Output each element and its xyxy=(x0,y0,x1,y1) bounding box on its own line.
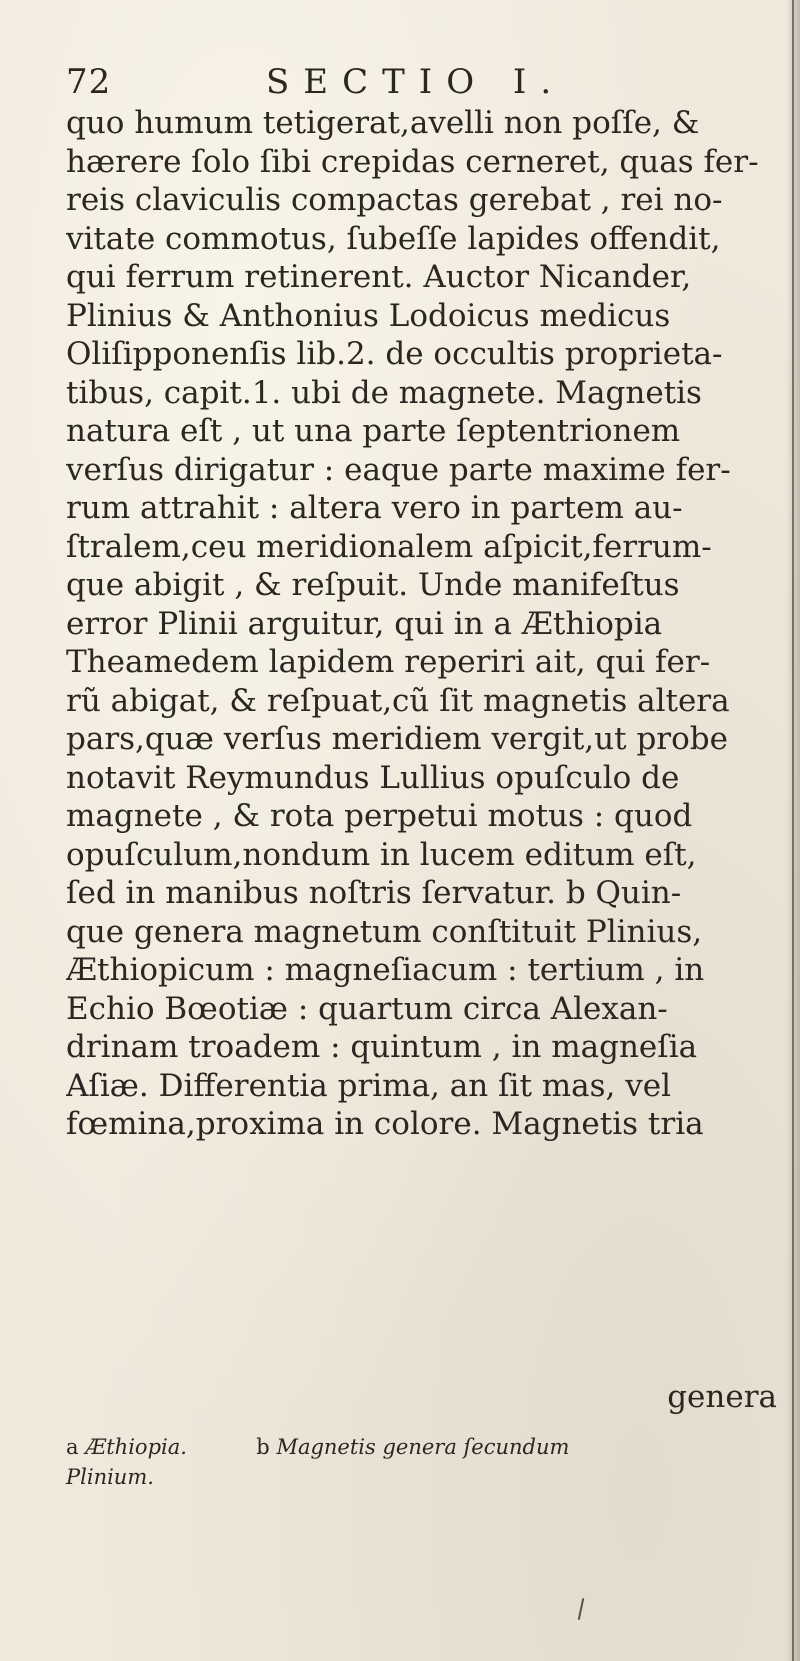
text-line: notavit Reymundus Lullius opuſculo de xyxy=(66,759,680,796)
text-line: fœmina,proxima in colore. Magnetis tria xyxy=(66,1106,704,1142)
note-a-text: Æthiopia. xyxy=(85,1435,187,1459)
text-line: ſed in manibus noſtris ſervatur. b Quin- xyxy=(66,875,682,911)
text-line: natura eſt , ut una parte ſeptentrionem xyxy=(66,413,681,449)
page-gutter-line xyxy=(792,0,794,1661)
text-line: verſus dirigatur : eaque parte maxime fer- xyxy=(66,451,731,488)
text-line: ſtralem,ceu meridionalem aſpicit,ferrum- xyxy=(66,528,712,565)
note-line xyxy=(66,1462,776,1492)
text-line: magnete , & rota perpetui motus : quod xyxy=(66,798,693,834)
text-line: rũ abigat, & reſpuat,cũ ſit magnetis altera xyxy=(66,682,730,719)
text-line: Æthiopicum : magneſiacum : tertium , in xyxy=(66,952,705,988)
text-line: Plinius & Anthonius Lodoicus medicus xyxy=(66,297,671,334)
catchword: genera xyxy=(667,1379,777,1415)
text-line: vitate commotus, ſubeſſe lapides offendit, xyxy=(66,220,721,257)
text-line: Echio Bœotiæ : quartum circa Alexan- xyxy=(66,990,668,1027)
page-number: 72 xyxy=(66,62,112,102)
text-line: pars,quæ verſus meridiem vergit,ut probe xyxy=(66,721,728,757)
text-line: quo humum tetigerat,avelli non poſſe, & xyxy=(66,105,700,141)
text-line: tibus, capit.1. ubi de magnete. Magnetis xyxy=(66,374,702,411)
page-header xyxy=(66,60,766,104)
ink-mark xyxy=(578,1598,585,1620)
note-a-marker: a xyxy=(66,1435,79,1459)
text-line: drinam troadem : quintum , in magneſia xyxy=(66,1029,698,1065)
note-line xyxy=(66,1432,776,1462)
marginal-notes xyxy=(66,1432,776,1492)
note-b-text: Magnetis genera ſecundum xyxy=(276,1435,570,1459)
text-line: que abigit , & reſpuit. Unde manifeſtus xyxy=(66,567,680,603)
text-line: Oliſipponenſis lib.2. de occultis proprieta- xyxy=(66,336,723,372)
text-line: Aſiæ. Differentia prima, an ſit mas, vel xyxy=(66,1067,672,1104)
text-line: opuſculum,nondum in lucem editum eſt, xyxy=(66,836,697,873)
note-b-marker: b xyxy=(256,1435,270,1459)
text-line: error Plinii arguitur, qui in a Æthiopia xyxy=(66,605,663,642)
text-line: qui ferrum retinerent. Auctor Nicander, xyxy=(66,259,692,295)
text-line: rum attrahit : altera vero in partem au- xyxy=(66,490,683,526)
text-line: hærere ſolo ſibi crepidas cerneret, quas fer- xyxy=(66,143,759,180)
text-line: Theamedem lapidem reperiri ait, qui fer- xyxy=(66,644,711,680)
note-b-continuation: Plinium. xyxy=(66,1465,154,1489)
text-line: reis claviculis compactas gerebat , rei no- xyxy=(66,182,723,218)
running-head: SECTIO I. xyxy=(266,62,566,102)
text-line: que genera magnetum conſtituit Plinius, xyxy=(66,913,703,950)
main-text-block xyxy=(66,104,776,1144)
